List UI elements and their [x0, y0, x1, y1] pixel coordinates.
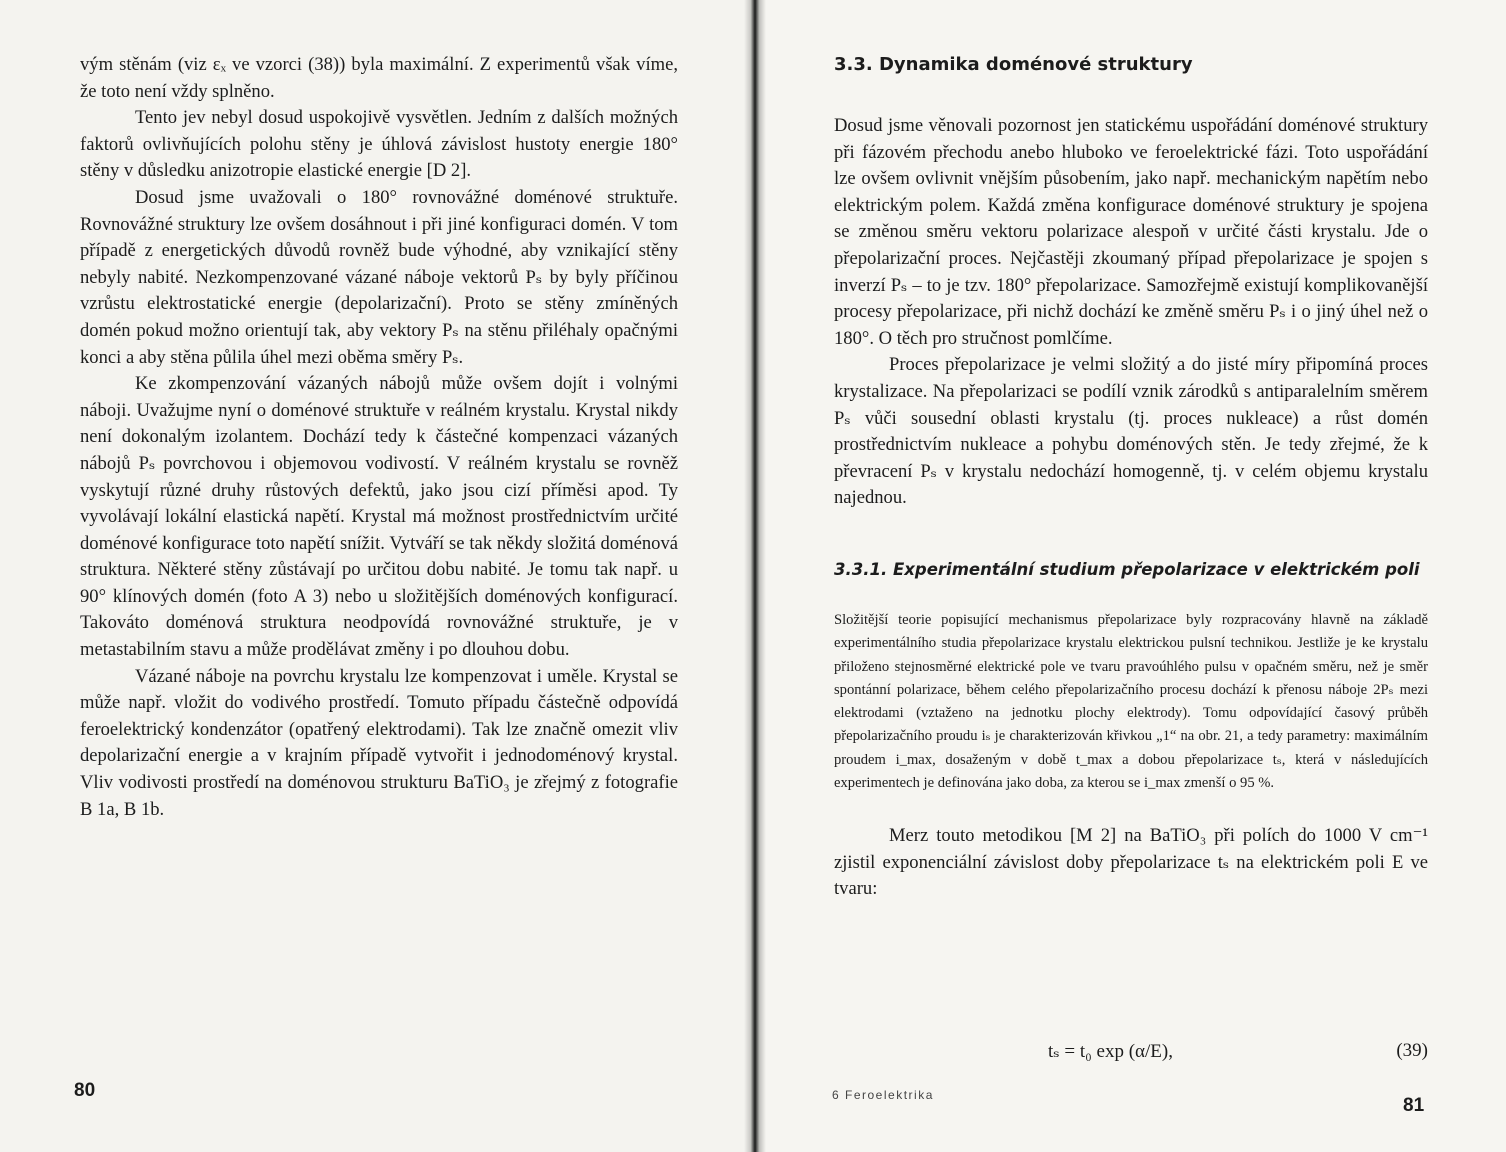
subsection-heading: 3.3.1. Experimentální studium přepolarizace v elektrickém poli — [834, 559, 1420, 579]
paragraph: Ke zkompenzování vázaných nábojů může ovšem dojít i volnými náboji. Uvažujme nyní o doménové struktuře v reálném krystalu. Krystal nikdy není dokonalým izolantem. Dochází tedy k částečné kompenzaci vázaných nábojů Pₛ povrchovou i objemovou vodivostí. V reálném krystalu se rovněž vyskytují různé druhy růstových defektů, jako jsou cizí příměsi apod. Ty vyvolávají lokální elastická napětí. Krystal má možnost prostřednictvím určité doménové konfigurace toto napětí snížit. Vytváří se tak někdy složitá doménová struktura. Některé stěny zůstávají po určitou dobu nabité. Je tomu tak např. u 90° klínových domén (foto A 3) nebo u složitějších doménových konfigurací. Takováto doménová struktura neodpovídá rovnovážné struktuře, je v metastabilním stavu a může prodělávat změny i po dlouhou dobu. — [80, 373, 678, 661]
paragraph: Tento jev nebyl dosud uspokojivě vysvětlen. Jedním z dalších možných faktorů ovlivňujících polohu stěny je úhlová závislost hustoty energie 180° stěny v důsledku anizotropie elastické energie [D 2]. — [80, 107, 678, 182]
paragraph: Dosud jsme uvažovali o 180° rovnovážné doménové struktuře. Rovnovážné struktury lze ovšem dosáhnout i při jiné konfiguraci domén. V tom případě z energetických důvodů rovněž bude výhodné, aby vznikající stěny nebyly nabité. Nezkompenzované vázané náboje vektorů Pₛ by byly příčinou vzrůstu elektrostatické energie (depolarizační). Proto se stěny zmíněných domén pokud možno orientují tak, aby vektory Pₛ na stěnu přiléhaly opačnými konci a aby stěna půlila úhel mezi oběma směry Pₛ. — [80, 186, 678, 368]
paragraph: Vázané náboje na povrchu krystalu lze kompenzovat i uměle. Krystal se může např. vložit do vodivého prostředí. Tomuto případu částečně odpovídá feroelektrický kondenzátor (opatřený elektrodami). Tak lze značně omezit vliv depolarizační energie a v krajním případě vytvořit i jednodoménový krystal. Vliv vodivosti prostředí na doménovou strukturu BaTiO₃ je zřejmý z fotografie B 1a, B 1b. — [80, 665, 678, 820]
paragraph: Proces přepolarizace je velmi složitý a do jisté míry připomíná proces krystalizace. Na přepolarizaci se podílí vznik zárodků s antiparalelním směrem Pₛ vůči sousední oblasti krystalu (tj. proces nukleace) a růst domén prostřednictvím nukleace a pohybu doménových stěn. Je tedy zřejmé, že k převracení Pₛ v krystalu nedochází homogenně, tj. v celém objemu krystalu najednou. — [834, 354, 1428, 509]
section-heading: 3.3. Dynamika doménové struktury — [834, 54, 1193, 75]
small-print-paragraph: Složitější teorie popisující mechanismus přepolarizace byly rozpracovány hlavně na základě experimentálního studia přepolarizace krystalu elektrickou pulsní technikou. Jestliže je ke krystalu přiloženo stejnosměrné elektrické pole ve tvaru pravoúhlého pulsu v opačném směru, než je směr spontánní polarizace, během celého přepolarizačního procesu dochází k přenosu náboje 2Pₛ mezi elektrodami (vztaženo na jednotku plochy elektrody). Tomu odpovídající časový průběh přepolarizačního proudu iₛ je charakterizován křivkou „1“ na obr. 21, a tedy parametry: maximálním proudem i_max, dosaženým v době t_max a dobou přepolarizace tₛ, která v následujících experimentech je definována jako doba, za kterou se i_max zmenší o 95 %. — [834, 611, 1428, 791]
equation-number: (39) — [1396, 1040, 1428, 1061]
equation-expression: tₛ = t₀ exp (α/E), — [1048, 1041, 1173, 1062]
page-number-left: 80 — [74, 1080, 96, 1101]
left-page-text — [80, 52, 678, 823]
paragraph: Merz touto metodikou [M 2] na BaTiO₃ při polích do 1000 V cm⁻¹ zjistil exponenciální závislost doby přepolarizace tₛ na elektrickém poli E ve tvaru: — [834, 825, 1428, 900]
printer-signature: 6 Feroelektrika — [832, 1088, 934, 1102]
right-page-text — [834, 54, 1428, 903]
paragraph: Dosud jsme věnovali pozornost jen statickému uspořádání doménové struktury při fázovém přechodu anebo hluboko ve feroelektrické fázi. Toto uspořádání lze ovšem ovlivnit vnějším působením, jako např. mechanickým napětím nebo elektrickým polem. Každá změna konfigurace doménové struktury je spojena se změnou směru vektoru polarizace alespoň v určité části krystalu. Jde o přepolarizační proces. Nejčastěji zkoumaný případ přepolarizace je spojen s inverzí Pₛ – to je tzv. 180° přepolarizace. Samozřejmě existují komplikovanější procesy přepolarizace, při nichž dochází ke změně směru Pₛ i o jiný úhel než o 180°. O těch pro stručnost pomlčíme. — [834, 115, 1428, 349]
book-gutter — [744, 0, 766, 1152]
page-number-right: 81 — [1403, 1095, 1425, 1116]
paragraph: vým stěnám (viz εₓ ve vzorci (38)) byla maximální. Z experimentů však víme, že toto není vždy splněno. — [80, 54, 678, 102]
